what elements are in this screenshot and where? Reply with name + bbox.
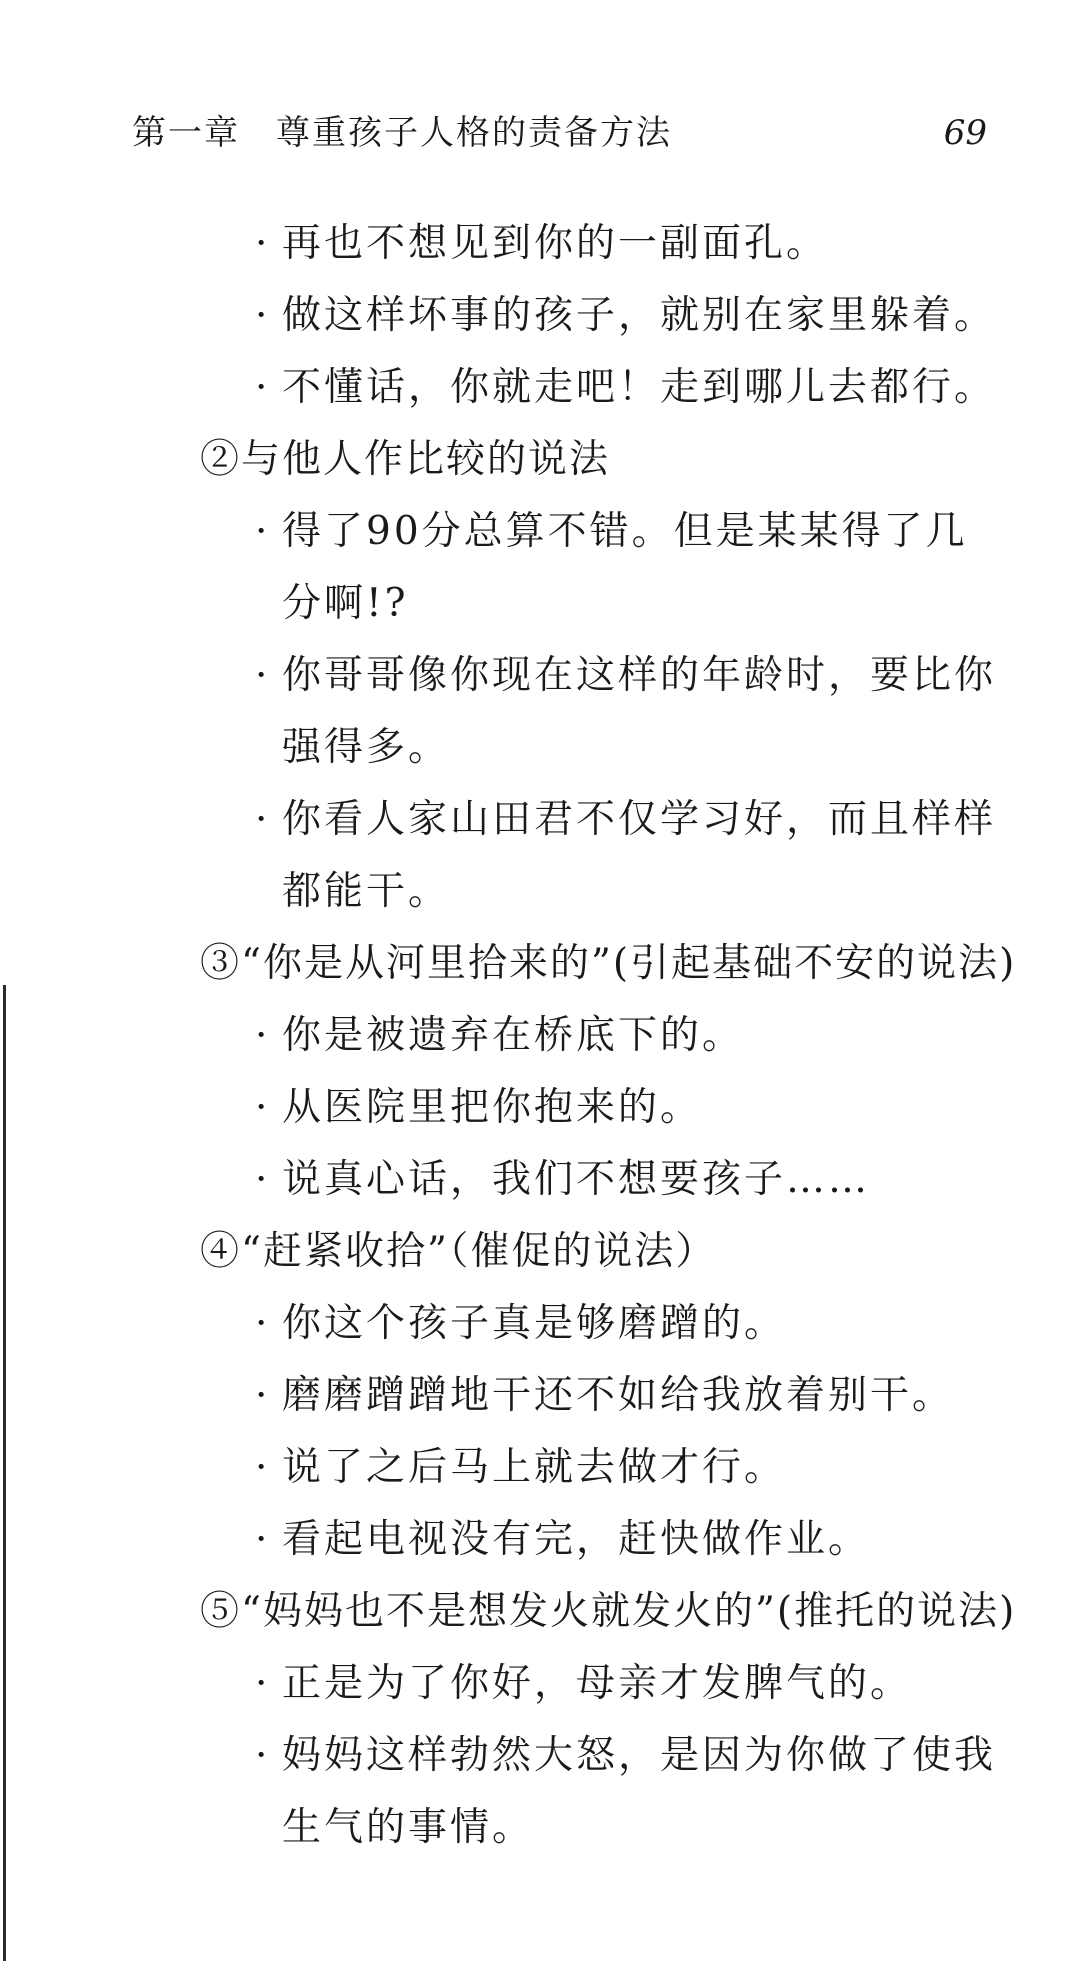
bullet: · bbox=[255, 1517, 271, 1562]
list-item bbox=[200, 1504, 1000, 1576]
bullet: · bbox=[255, 365, 271, 410]
list-item bbox=[200, 1144, 1000, 1216]
item-text: 你这个孩子真是够磨蹭的。 bbox=[282, 1301, 787, 1346]
list-item bbox=[200, 280, 1000, 352]
list-item bbox=[200, 1648, 1000, 1720]
list-item bbox=[200, 784, 1000, 928]
bullet: · bbox=[255, 653, 271, 698]
list-item bbox=[200, 208, 1000, 280]
page-body bbox=[200, 208, 1017, 1864]
item-text: 看起电视没有完，赶快做作业。 bbox=[282, 1517, 871, 1562]
bullet: · bbox=[255, 797, 271, 842]
page-edge-rule bbox=[3, 985, 6, 1961]
list-item bbox=[200, 352, 1000, 424]
list-item bbox=[200, 1432, 1000, 1504]
item-text: 从医院里把你抱来的。 bbox=[282, 1085, 703, 1130]
item-text: 不懂话，你就走吧！走到哪儿去都行。 bbox=[282, 365, 997, 410]
bullet: · bbox=[255, 1373, 271, 1418]
bullet: · bbox=[255, 1661, 271, 1706]
item-text: 做这样坏事的孩子，就别在家里躲着。 bbox=[282, 293, 997, 338]
page-number: 69 bbox=[943, 113, 987, 153]
bullet: · bbox=[255, 1013, 271, 1058]
bullet: · bbox=[255, 1733, 271, 1778]
item-text: 再也不想见到你的一副面孔。 bbox=[282, 221, 829, 266]
bullet: · bbox=[255, 1445, 271, 1490]
list-item bbox=[200, 1288, 1000, 1360]
list-item bbox=[200, 1360, 1000, 1432]
bullet: · bbox=[255, 1157, 271, 1202]
item-text: 你是被遗弃在桥底下的。 bbox=[282, 1013, 745, 1058]
list-item bbox=[200, 1000, 1000, 1072]
bullet: · bbox=[255, 1085, 271, 1130]
list-item bbox=[200, 1720, 1000, 1864]
section-heading: ④“赶紧收拾”（催促的说法） bbox=[200, 1229, 717, 1274]
list-item bbox=[200, 640, 1000, 784]
bullet: · bbox=[255, 293, 271, 338]
item-text: 正是为了你好，母亲才发脾气的。 bbox=[282, 1661, 913, 1706]
item-text: 你看人家山田君不仅学习好，而且样样都能干。 bbox=[282, 797, 997, 914]
bullet: · bbox=[255, 221, 271, 266]
section-heading: ②与他人作比较的说法 bbox=[200, 437, 611, 482]
item-text: 得了90分总算不错。但是某某得了几分啊!? bbox=[282, 509, 968, 626]
list-item bbox=[200, 496, 1000, 640]
list-item bbox=[200, 1072, 1000, 1144]
item-text: 你哥哥像你现在这样的年龄时，要比你强得多。 bbox=[282, 653, 997, 770]
bullet: · bbox=[255, 509, 271, 554]
section-heading: ③“你是从河里拾来的”(引起基础不安的说法) bbox=[200, 941, 1017, 986]
item-text: 磨磨蹭蹭地干还不如给我放着别干。 bbox=[282, 1373, 955, 1418]
bullet: · bbox=[255, 1301, 271, 1346]
item-text: 妈妈这样勃然大怒，是因为你做了使我生气的事情。 bbox=[282, 1733, 997, 1850]
item-text: 说真心话，我们不想要孩子…… bbox=[282, 1157, 871, 1202]
running-head bbox=[132, 108, 987, 158]
item-text: 说了之后马上就去做才行。 bbox=[282, 1445, 787, 1490]
chapter-title: 第一章 尊重孩子人格的责备方法 bbox=[132, 113, 672, 153]
section-heading: ⑤“妈妈也不是想发火就发火的”(推托的说法) bbox=[200, 1589, 1017, 1634]
